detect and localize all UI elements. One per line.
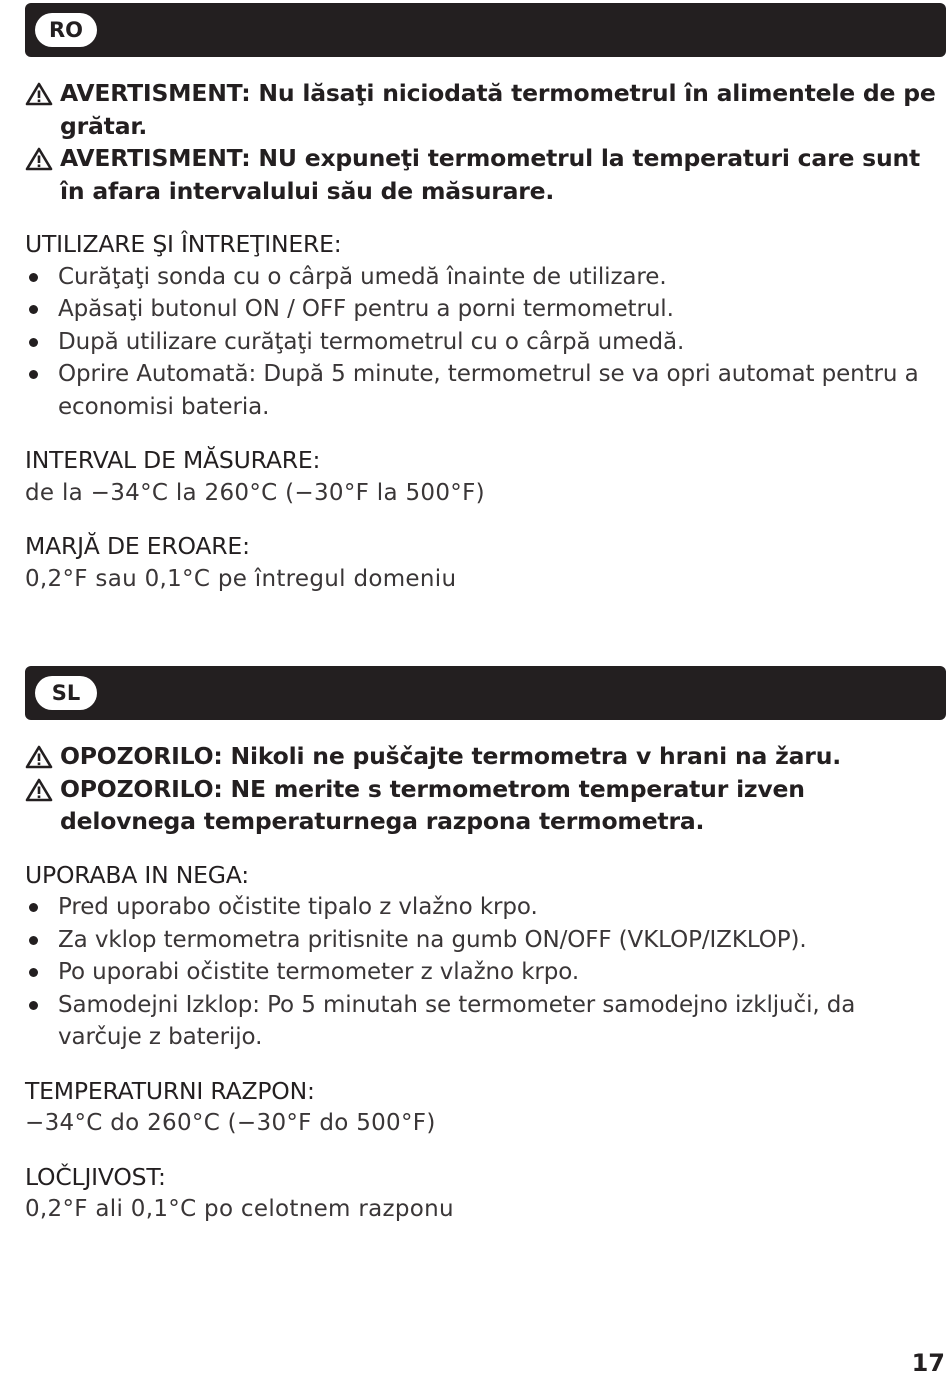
- bullet-dot: [29, 305, 38, 314]
- range-heading-ro: INTERVAL DE MĂSURARE:: [25, 446, 321, 474]
- warning-text: OPOZORILO: NE merite s termometrom temperatur izven delovnega temperaturnega razpona termometra.: [60, 774, 805, 835]
- language-bar-sl: [25, 666, 946, 720]
- bullet-dot: [29, 936, 38, 945]
- warning-text: AVERTISMENT: NU expuneţi termometrul la temperaturi care sunt în afara intervalului său de măsurare.: [60, 144, 921, 205]
- list-item: Pred uporabo očistite tipalo z vlažno krpo.: [25, 891, 946, 924]
- language-badge-ro: RO: [35, 13, 97, 47]
- accuracy-heading-sl: LOČLJIVOST:: [25, 1162, 166, 1191]
- language-badge-sl: SL: [35, 676, 97, 710]
- list-item: Za vklop termometra pritisnite na gumb ON/OFF (VKLOP/IZKLOP).: [25, 924, 946, 957]
- list-item: Samodejni Izklop: Po 5 minutah se termometer samodejno izključi, da varčuje z baterijo.: [25, 989, 946, 1054]
- bullet-dot: [29, 903, 38, 912]
- page-number: 17: [911, 1349, 945, 1377]
- bullet-dot: [29, 370, 38, 379]
- bullet-dot: [29, 968, 38, 977]
- warning-triangle-icon: [25, 778, 53, 802]
- warnings-ro: [25, 77, 946, 207]
- warnings-sl: [25, 740, 946, 838]
- warning-ro-1: [25, 77, 946, 142]
- list-item: După utilizare curăţaţi termometrul cu o cârpă umedă.: [25, 326, 946, 359]
- accuracy-heading-ro: MARJĂ DE EROARE:: [25, 532, 250, 560]
- accuracy-value-sl: 0,2°F ali 0,1°C po celotnem razponu: [25, 1196, 454, 1222]
- warning-sl-1: [25, 740, 946, 773]
- usage-heading-ro: UTILIZARE ŞI ÎNTREŢINERE:: [25, 230, 342, 258]
- warning-text: OPOZORILO: Nikoli ne puščajte termometra v hrani na žaru.: [60, 742, 841, 770]
- list-item: Po uporabi očistite termometer z vlažno krpo.: [25, 956, 946, 989]
- bullet-dot: [29, 273, 38, 282]
- language-bar-ro: [25, 3, 946, 57]
- range-value-sl: −34°C do 260°C (−30°F do 500°F): [25, 1110, 436, 1136]
- range-heading-sl: TEMPERATURNI RAZPON:: [25, 1076, 315, 1105]
- usage-list-sl: [25, 891, 946, 1054]
- warning-sl-2: [25, 773, 946, 838]
- warning-triangle-icon: [25, 745, 53, 769]
- list-item: Curăţaţi sonda cu o cârpă umedă înainte de utilizare.: [25, 261, 946, 294]
- warning-triangle-icon: [25, 82, 53, 106]
- usage-list-ro: [25, 261, 946, 424]
- bullet-dot: [29, 338, 38, 347]
- list-item: Oprire Automată: După 5 minute, termometrul se va opri automat pentru a economisi bateria.: [25, 358, 946, 423]
- range-value-ro: de la −34°C la 260°C (−30°F la 500°F): [25, 479, 485, 506]
- warning-triangle-icon: [25, 147, 53, 171]
- warning-text: AVERTISMENT: Nu lăsaţi niciodată termometrul în alimentele de pe grătar.: [60, 79, 936, 140]
- accuracy-value-ro: 0,2°F sau 0,1°C pe întregul domeniu: [25, 565, 457, 592]
- section-sl: [25, 666, 946, 1226]
- bullet-dot: [29, 1001, 38, 1010]
- section-ro: [25, 3, 946, 595]
- warning-ro-2: [25, 142, 946, 207]
- list-item: Apăsaţi butonul ON / OFF pentru a porni termometrul.: [25, 293, 946, 326]
- usage-heading-sl: UPORABA IN NEGA:: [25, 860, 249, 889]
